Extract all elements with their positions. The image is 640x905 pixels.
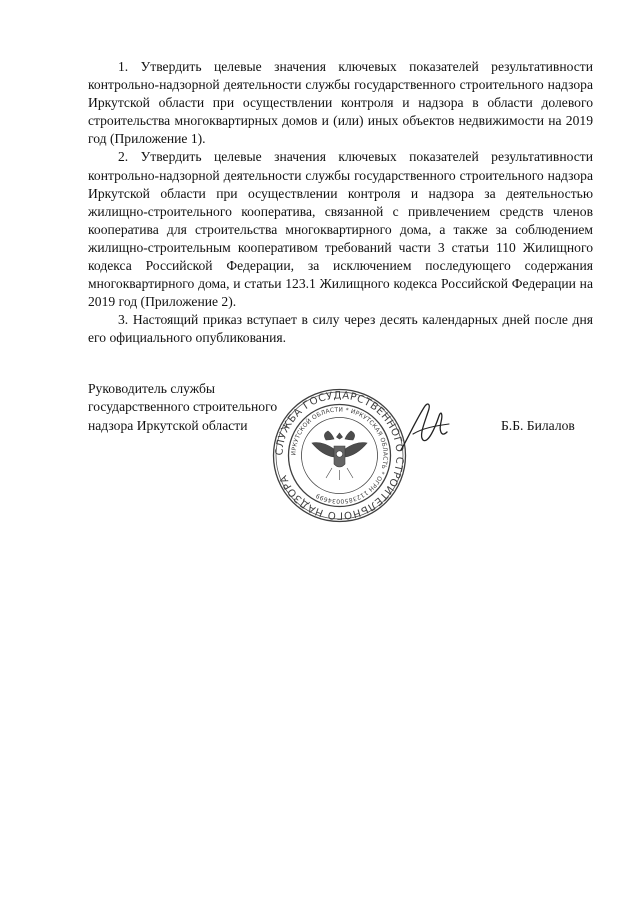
- order-body: [88, 58, 593, 348]
- official-seal-stamp: [262, 388, 417, 523]
- paragraph-3: 3. Настоящий приказ вступает в силу через десять календарных дней после дня его официального опубликования.: [88, 312, 593, 346]
- paragraph-1: 1. Утвердить целевые значения ключевых показателей результативности контрольно-надзорной деятельности службы государственного строительного надзора Иркутской области при осуществлении контроля и надзора в области долевого строительства многоквартирных домов и (или) иных объектов недвижимости на 2019 год (Приложение 1).: [88, 59, 593, 147]
- seal-inner-text: ИРКУТСКОЙ ОБЛАСТИ * ИРКУТСКАЯ ОБЛАСТЬ * ОГРН 1123850034699: [290, 406, 389, 505]
- signatory-name: Б.Б. Билалов: [501, 418, 575, 433]
- double-headed-eagle-emblem: [312, 431, 367, 480]
- paragraph-2: 2. Утвердить целевые значения ключевых показателей результативности контрольно-надзорной деятельности службы государственного строительного надзора Иркутской области при осуществлении контроля и надзора за деятельностью жилищно-строительного кооператива, связанной с привлечением средств членов кооператива для строительства многоквартирного дома, а также за соблюдением жилищно-строительным кооперативом требований части 3 статьи 110 Жилищного кодекса Российской Федерации, за исключением последующего содержания многоквартирного дома, и статьи 123.1 Жилищного кодекса Российской Федерации на 2019 год (Приложение 2).: [88, 149, 593, 310]
- signatory-title-line-2: государственного строительного: [88, 399, 278, 415]
- handwritten-signature: [395, 398, 453, 458]
- seal-outer-text: СЛУЖБА ГОСУДАРСТВЕННОГО СТРОИТЕЛЬНОГО НАДЗОРА: [274, 390, 405, 521]
- signatory-title-line-3: надзора Иркутской области: [88, 417, 248, 433]
- signatory-title-line-1: Руководитель службы: [88, 381, 216, 396]
